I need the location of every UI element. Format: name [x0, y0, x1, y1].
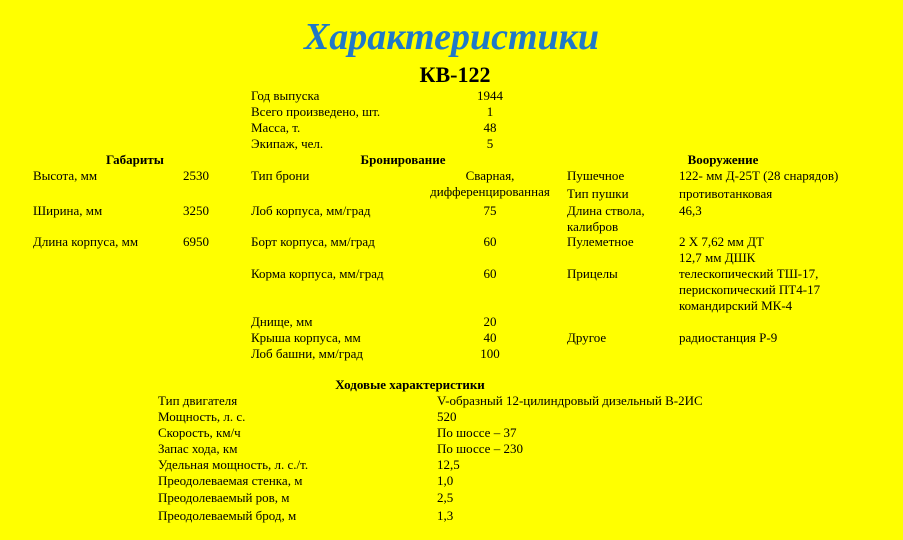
armament-label-other: Другое	[567, 330, 607, 345]
armor-value-rear-hull: 60	[483, 266, 497, 281]
armor-header: Бронирование	[360, 152, 446, 167]
running-label-trench: Преодолеваемый ров, м	[158, 490, 290, 505]
armament-label-barrel: Длина ствола, калибров	[567, 203, 645, 234]
running-value-specific-power: 12,5	[437, 457, 460, 472]
running-label-specific-power: Удельная мощность, л. с./т.	[158, 457, 309, 472]
general-label-produced: Всего произведено, шт.	[251, 104, 381, 119]
running-label-speed: Скорость, км/ч	[158, 425, 241, 440]
running-label-range: Запас хода, км	[158, 441, 238, 456]
armament-header: Вооружение	[687, 152, 759, 167]
dimensions-label-height: Высота, мм	[33, 168, 98, 183]
armament-label-gun-type: Тип пушки	[567, 186, 629, 201]
running-value-speed: По шоссе – 37	[437, 425, 517, 440]
armor-label-type: Тип брони	[251, 168, 310, 183]
general-value-mass: 48	[483, 120, 497, 135]
page-title: Характеристики	[303, 16, 600, 58]
armament-value-sights: телескопический ТШ-17, перископический ПТ4-17 командирский МК-4	[679, 266, 821, 313]
armor-value-side-hull: 60	[483, 234, 497, 249]
running-header: Ходовые характеристики	[335, 377, 485, 392]
armament-label-sights: Прицелы	[567, 266, 618, 281]
general-label-crew: Экипаж, чел.	[251, 136, 324, 151]
running-value-ford: 1,3	[437, 508, 454, 523]
general-label-year: Год выпуска	[251, 88, 320, 103]
running-value-power: 520	[437, 409, 457, 424]
armor-label-side-hull: Борт корпуса, мм/град	[251, 234, 375, 249]
armor-value-turret-front: 100	[480, 346, 500, 361]
general-value-year: 1944	[477, 88, 503, 103]
dimensions-label-length: Длина корпуса, мм	[33, 234, 139, 249]
armor-value-front-hull: 75	[483, 203, 497, 218]
running-value-range: По шоссе – 230	[437, 441, 523, 456]
dimensions-value-width: 3250	[183, 203, 209, 218]
running-value-engine: V-образный 12-цилиндровый дизельный В-2ИС	[437, 393, 703, 408]
armor-value-type: Сварная, дифференцированная	[430, 168, 550, 199]
running-value-wall: 1,0	[437, 473, 454, 488]
armor-value-roof: 40	[483, 330, 497, 345]
armor-label-bottom: Днище, мм	[251, 314, 313, 329]
running-label-engine: Тип двигателя	[158, 393, 238, 408]
armament-value-mg: 2 Х 7,62 мм ДТ 12,7 мм ДШК	[679, 234, 764, 265]
armor-label-turret-front: Лоб башни, мм/град	[251, 346, 363, 361]
general-value-crew: 5	[486, 136, 494, 151]
running-value-trench: 2,5	[437, 490, 454, 505]
armor-label-roof: Крыша корпуса, мм	[251, 330, 361, 345]
armament-value-barrel: 46,3	[679, 203, 702, 218]
model-name: КВ-122	[419, 62, 491, 87]
armament-value-gun: 122- мм Д-25Т (28 снарядов)	[679, 168, 839, 183]
general-label-mass: Масса, т.	[251, 120, 301, 135]
running-label-power: Мощность, л. с.	[158, 409, 246, 424]
armament-label-mg: Пулеметное	[567, 234, 634, 249]
armor-label-rear-hull: Корма корпуса, мм/град	[251, 266, 384, 281]
dimensions-header: Габариты	[106, 152, 164, 167]
running-label-ford: Преодолеваемый брод, м	[158, 508, 297, 523]
armament-value-other: радиостанция Р-9	[679, 330, 778, 345]
running-label-wall: Преодолеваемая стенка, м	[158, 473, 303, 488]
dimensions-value-height: 2530	[183, 168, 209, 183]
armament-label-gun: Пушечное	[567, 168, 625, 183]
armor-value-bottom: 20	[483, 314, 497, 329]
dimensions-value-length: 6950	[183, 234, 209, 249]
armor-label-front-hull: Лоб корпуса, мм/град	[251, 203, 371, 218]
dimensions-label-width: Ширина, мм	[33, 203, 103, 218]
general-value-produced: 1	[486, 104, 494, 119]
armament-value-gun-type: противотанковая	[679, 186, 773, 201]
